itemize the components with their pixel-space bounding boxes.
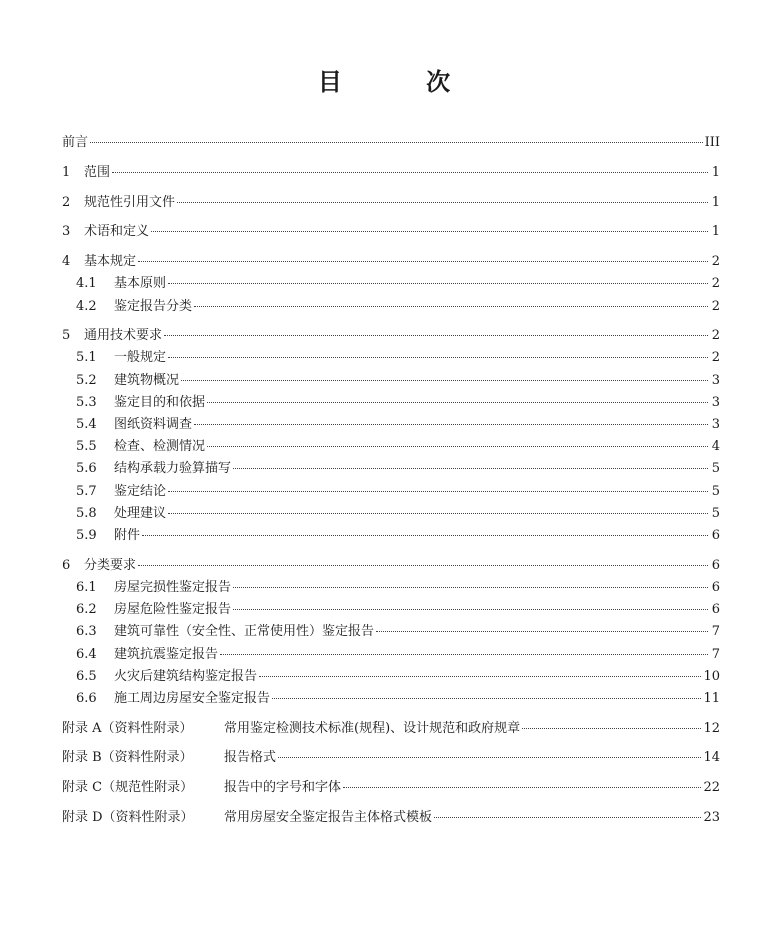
toc-entry-number: 5.8 (76, 505, 97, 521)
toc-entry-label: 范围 (84, 164, 111, 180)
dot-leader (151, 231, 708, 232)
toc-entry-label: 房屋完损性鉴定报告 (114, 579, 232, 595)
dot-leader (168, 283, 708, 284)
toc-entry[interactable] (62, 295, 720, 317)
toc-entry[interactable] (62, 480, 720, 502)
dot-leader (259, 676, 701, 677)
toc-entry-page-number: 3 (711, 372, 720, 388)
dot-leader (164, 335, 708, 336)
toc-entry-number: 6.2 (76, 602, 97, 618)
toc-entry-label: 建筑物概况 (114, 372, 180, 388)
toc-entry-label: 基本原则 (114, 276, 167, 292)
toc-entry-label: 施工周边房屋安全鉴定报告 (114, 690, 271, 706)
table-of-contents (62, 131, 720, 828)
dot-leader (220, 654, 708, 655)
toc-entry[interactable] (62, 435, 720, 457)
toc-entry[interactable] (62, 620, 720, 642)
toc-entry-label: 报告格式 (224, 750, 277, 766)
toc-entry[interactable] (62, 250, 720, 272)
dot-leader (194, 424, 708, 425)
toc-entry-number: 6.3 (76, 624, 97, 640)
toc-entry-page-number: 6 (711, 557, 720, 573)
toc-entry-page-number: 1 (711, 224, 720, 240)
dot-leader (343, 787, 701, 788)
toc-entry-number: 6.1 (76, 579, 97, 595)
toc-entry-number: 5.5 (76, 439, 97, 455)
dot-leader (138, 565, 708, 566)
toc-entry-number: 3 (62, 224, 71, 240)
toc-entry-number: 6.5 (76, 668, 97, 684)
toc-entry-page-number: 10 (703, 668, 720, 684)
dot-leader (90, 142, 703, 143)
toc-entry[interactable] (62, 524, 720, 546)
toc-entry-label: 建筑可靠性（安全性、正常使用性）鉴定报告 (114, 624, 375, 640)
toc-entry-page-number: 3 (711, 394, 720, 410)
toc-entry[interactable] (62, 554, 720, 576)
toc-entry-page-number: 1 (711, 194, 720, 210)
toc-entry-number: 6.6 (76, 690, 97, 706)
toc-entry-number: 6.4 (76, 646, 97, 662)
dot-leader (138, 261, 708, 262)
toc-entry-label: 图纸资料调查 (114, 417, 193, 433)
toc-entry-label: 鉴定结论 (114, 483, 167, 499)
toc-entry-page-number: 5 (711, 505, 720, 521)
dot-leader (522, 728, 701, 729)
toc-entry-page-number: 5 (711, 483, 720, 499)
dot-leader (207, 402, 708, 403)
dot-leader (112, 172, 708, 173)
toc-entry[interactable] (62, 806, 720, 828)
toc-entry-number: 6 (62, 557, 71, 573)
toc-entry-label: 处理建议 (114, 505, 167, 521)
toc-entry[interactable] (62, 191, 720, 213)
toc-entry-page-number: 5 (711, 461, 720, 477)
toc-entry-number: 2 (62, 194, 71, 210)
toc-entry-page-number: 6 (711, 602, 720, 618)
toc-entry-label: 通用技术要求 (84, 328, 163, 344)
dot-leader (376, 631, 708, 632)
toc-entry-page-number: 6 (711, 579, 720, 595)
toc-entry[interactable] (62, 776, 720, 798)
toc-entry[interactable] (62, 746, 720, 768)
toc-entry[interactable] (62, 598, 720, 620)
toc-entry-label: 规范性引用文件 (84, 194, 176, 210)
toc-entry-number: 附录 B（资料性附录） (62, 750, 193, 766)
toc-entry-label: 常用房屋安全鉴定报告主体格式模板 (224, 810, 433, 825)
toc-entry[interactable] (62, 457, 720, 479)
toc-entry-page-number: 2 (711, 298, 720, 314)
toc-entry-page-number: 2 (711, 350, 720, 366)
toc-entry-page-number: 3 (711, 417, 720, 433)
toc-entry[interactable] (62, 576, 720, 598)
toc-entry-label: 分类要求 (84, 557, 137, 573)
dot-leader (142, 535, 708, 536)
toc-entry-page-number: 12 (703, 720, 720, 736)
toc-entry-label: 鉴定报告分类 (114, 298, 193, 314)
toc-entry-number: 4 (62, 254, 71, 270)
toc-entry-page-number: 2 (711, 328, 720, 344)
toc-entry-number: 4.1 (76, 276, 97, 292)
toc-entry-page-number: 4 (711, 439, 720, 455)
toc-entry-number: 附录 A（资料性附录） (62, 720, 193, 736)
toc-entry-label: 附件 (114, 527, 141, 543)
toc-entry[interactable] (62, 665, 720, 687)
toc-entry[interactable] (62, 391, 720, 413)
dot-leader (168, 357, 708, 358)
toc-entry-page-number: 2 (711, 276, 720, 292)
toc-entry-number: 5.3 (76, 394, 97, 410)
toc-entry[interactable] (62, 272, 720, 294)
toc-entry-page-number: 7 (711, 646, 720, 662)
page-title: 目 次 (317, 68, 489, 96)
toc-entry-label: 常用鉴定检测技术标准(规程)、设计规范和政府规章 (224, 720, 521, 736)
toc-entry-label: 检查、检测情况 (114, 439, 206, 455)
toc-entry-number: 5 (62, 328, 71, 344)
toc-entry[interactable] (62, 346, 720, 368)
dot-leader (278, 757, 701, 758)
toc-entry-label: 前言 (62, 135, 89, 150)
toc-entry[interactable] (62, 687, 720, 709)
dot-leader (177, 202, 708, 203)
toc-entry-label: 结构承载力验算描写 (114, 461, 232, 477)
toc-entry-number: 1 (62, 164, 71, 180)
toc-entry-label: 建筑抗震鉴定报告 (114, 646, 219, 662)
dot-leader (181, 380, 708, 381)
toc-entry[interactable] (62, 220, 720, 242)
toc-entry[interactable] (62, 324, 720, 346)
toc-entry-label: 火灾后建筑结构鉴定报告 (114, 668, 258, 684)
toc-entry-page-number: 11 (703, 690, 720, 706)
toc-entry-label: 房屋危险性鉴定报告 (114, 602, 232, 618)
dot-leader (233, 609, 708, 610)
toc-entry-page-number: 6 (711, 527, 720, 543)
toc-entry-page-number: III (704, 135, 720, 150)
toc-entry-page-number: 2 (711, 254, 720, 270)
toc-entry-page-number: 1 (711, 164, 720, 180)
toc-entry[interactable] (62, 502, 720, 524)
dot-leader (272, 698, 701, 699)
dot-leader (233, 468, 708, 469)
toc-entry-label: 基本规定 (84, 254, 137, 270)
toc-entry[interactable] (62, 717, 720, 739)
toc-entry-number: 5.4 (76, 417, 97, 433)
dot-leader (168, 491, 708, 492)
toc-entry-page-number: 7 (711, 624, 720, 640)
toc-entry-number: 附录 D（资料性附录） (62, 810, 194, 825)
toc-entry[interactable] (62, 643, 720, 665)
toc-entry-label: 一般规定 (114, 350, 167, 366)
toc-entry-number: 5.7 (76, 483, 97, 499)
toc-entry-number: 5.9 (76, 527, 97, 543)
toc-entry-number: 5.6 (76, 461, 97, 477)
toc-entry-page-number: 14 (703, 750, 720, 766)
toc-entry-label: 鉴定目的和依据 (114, 394, 206, 410)
toc-entry-page-number: 22 (703, 780, 720, 796)
toc-entry-number: 5.1 (76, 350, 97, 366)
dot-leader (434, 817, 701, 818)
toc-entry-number: 4.2 (76, 298, 97, 314)
toc-entry[interactable] (62, 161, 720, 183)
dot-leader (233, 587, 708, 588)
toc-entry-number: 5.2 (76, 372, 97, 388)
toc-entry-page-number: 23 (703, 810, 720, 825)
dot-leader (194, 306, 708, 307)
toc-entry[interactable] (62, 413, 720, 435)
toc-entry-number: 附录 C（规范性附录） (62, 780, 194, 796)
toc-entry-label: 报告中的字号和字体 (224, 780, 342, 796)
toc-entry-label: 术语和定义 (84, 224, 150, 240)
toc-entry[interactable] (62, 131, 720, 153)
dot-leader (207, 446, 708, 447)
toc-entry[interactable] (62, 369, 720, 391)
dot-leader (168, 513, 708, 514)
